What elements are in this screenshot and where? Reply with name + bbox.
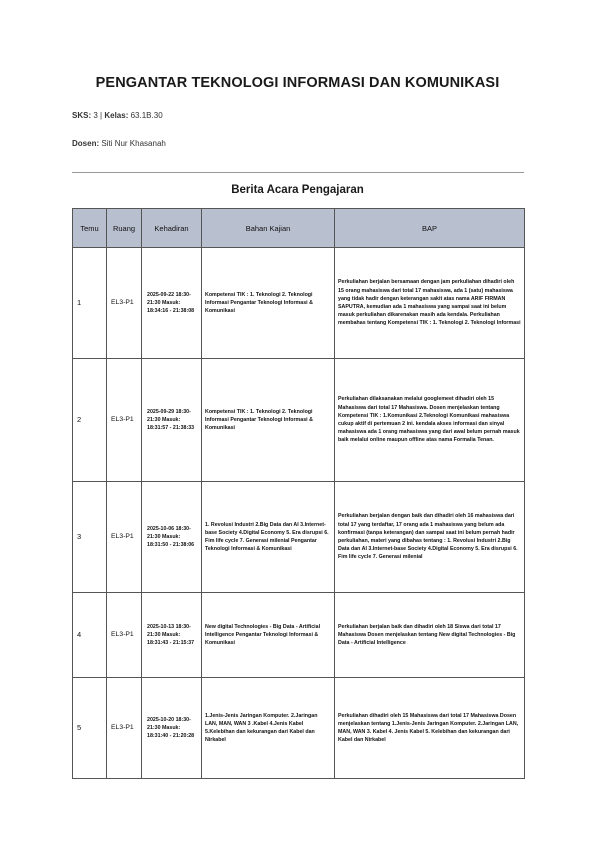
table-header-row (73, 209, 525, 248)
bap-cell: Perkuliahan berjalan baik dan dihadiri oleh 18 Siswa dari total 17 Mahasiswa Dosen menjelaskan tentang New digital Technologies - Big Data - Artificial Intelligence (335, 593, 525, 678)
column-header-bap: BAP (335, 209, 525, 248)
table-row (73, 482, 525, 593)
bahan-kajian-cell: Kompetensi TIK : 1. Teknologi 2. Teknologi Informasi Pengantar Teknologi Informasi & Komunikasi (202, 248, 335, 359)
page-title: PENGANTAR TEKNOLOGI INFORMASI DAN KOMUNIKASI (95, 75, 500, 91)
temu-cell: 3 (73, 482, 107, 593)
temu-cell: 5 (73, 678, 107, 779)
divider (72, 172, 524, 173)
ruang-cell: EL3-P1 (107, 593, 142, 678)
column-header-bahan-kajian: Bahan Kajian (202, 209, 335, 248)
ruang-cell: EL3-P1 (107, 359, 142, 482)
bahan-kajian-cell: New digital Technologies - Big Data - Artificial Intelligence Pengantar Teknologi Informasi & Komunikasi (202, 593, 335, 678)
table-row (73, 248, 525, 359)
column-header-kehadiran: Kehadiran (142, 209, 202, 248)
column-header-ruang: Ruang (107, 209, 142, 248)
kehadiran-cell: 2025-10-13 18:30-21:30 Masuk: 18:31:43 - 21:15:37 (142, 593, 202, 678)
temu-cell: 4 (73, 593, 107, 678)
dosen-label: Dosen: (72, 139, 100, 148)
info-separator: | (100, 111, 103, 120)
bap-cell: Perkuliahan dihadiri oleh 15 Mahasiswa dari total 17 Mahasiswa Dosen menjelaskan tentang 1.Jenis-Jenis Jaringan Komputer. 2.Jaringan LAN, MAN, WAN 3. Kabel 4. Jenis Kabel 5. Kelebihan dan kekurangan dari Kabel dan Nirkabel (335, 678, 525, 779)
dosen-value: Siti Nur Khasanah (101, 139, 166, 148)
bap-cell: Perkuliahan berjalan bersamaan dengan jam perkuliahan dihadiri oleh 15 orang mahasiswa dari total 17 mahasiswa, ada 1 (satu) mahasiswa yang tidak hadir dengan keterangan sakit atas nama ARIF FIRMAN SAPUTRA, kemudian ada 1 mahasiswa yang sampai saat ini belum masuk perkuliahan dikarenakan masih ada kendala. Perkuliahan membahas tentang Kompetensi TIK : 1. Teknologi 2. Teknologi Informasi (335, 248, 525, 359)
kehadiran-cell: 2025-10-06 18:30-21:30 Masuk: 18:31:50 - 21:38:06 (142, 482, 202, 593)
table-row (73, 678, 525, 779)
table-row (73, 593, 525, 678)
sks-label: SKS: (72, 111, 92, 120)
kehadiran-cell: 2025-09-22 18:30-21:30 Masuk: 18:34:16 - 21:38:08 (142, 248, 202, 359)
kehadiran-cell: 2025-10-20 18:30-21:30 Masuk: 18:31:40 - 21:20:28 (142, 678, 202, 779)
sks-value: 3 (93, 111, 98, 120)
bap-cell: Perkuliahan berjalan dengan baik dan dihadiri oleh 16 mahasiswa dari total 17 yang terdaftar, 17 orang ada 1 mahasiswa yang belum ada konfirmasi (tanpa keterangan) dan sampai saat ini belum pernah hadir perkuliahan, materi yang dibahas tentang : 1. Revolusi Industri 2.Big Data dan AI 3.Internet-base Society 4.Digital Economy 5. Era disrupsi 6. Fim life cycle 7. Generasi milenial (335, 482, 525, 593)
ruang-cell: EL3-P1 (107, 248, 142, 359)
bahan-kajian-cell: Kompetensi TIK : 1. Teknologi 2. Teknologi Informasi Pengantar Teknologi Informasi & Komunikasi (202, 359, 335, 482)
bahan-kajian-cell: 1.Jenis-Jenis Jaringan Komputer. 2.Jaringan LAN, MAN, WAN 3 .Kabel 4.Jenis Kabel 5.Kelebihan dan kekurangan dari Kabel dan Nirkabel (202, 678, 335, 779)
kehadiran-cell: 2025-09-29 18:30-21:30 Masuk: 18:31:57 - 21:38:33 (142, 359, 202, 482)
column-header-temu: Temu (73, 209, 107, 248)
ruang-cell: EL3-P1 (107, 482, 142, 593)
course-info-line (72, 111, 163, 120)
kelas-label: Kelas: (104, 111, 129, 120)
section-title: Berita Acara Pengajaran (231, 184, 364, 196)
teaching-report-table (72, 208, 525, 779)
bap-cell: Perkuliahan dilaksanakan melalui googlemeet dihadiri oleh 15 Mahasiswa dari total 17 Mahasiswa. Dosen menjelaskan tentang Kompetensi TIK : 1.Komunikasi 2.Teknologi Komunikasi mahasiswa cukup aktif di pertemuan 2 ini. kendala akses informasi dan sinyal mahasiswa ada 1 orang mahasiswa yang dari awal belum pernah masuk baik melalui online maupun offline atas nama Formalia Tenan. (335, 359, 525, 482)
kelas-value: 63.1B.30 (130, 111, 163, 120)
temu-cell: 1 (73, 248, 107, 359)
temu-cell: 2 (73, 359, 107, 482)
lecturer-line (72, 139, 166, 148)
ruang-cell: EL3-P1 (107, 678, 142, 779)
bahan-kajian-cell: 1. Revolusi Industri 2.Big Data dan AI 3.Internet-base Society 4.Digital Economy 5. Era disrupsi 6. Fim life cycle 7. Generasi milenial Pengantar Teknologi Informasi & Komunikasi (202, 482, 335, 593)
table-row (73, 359, 525, 482)
